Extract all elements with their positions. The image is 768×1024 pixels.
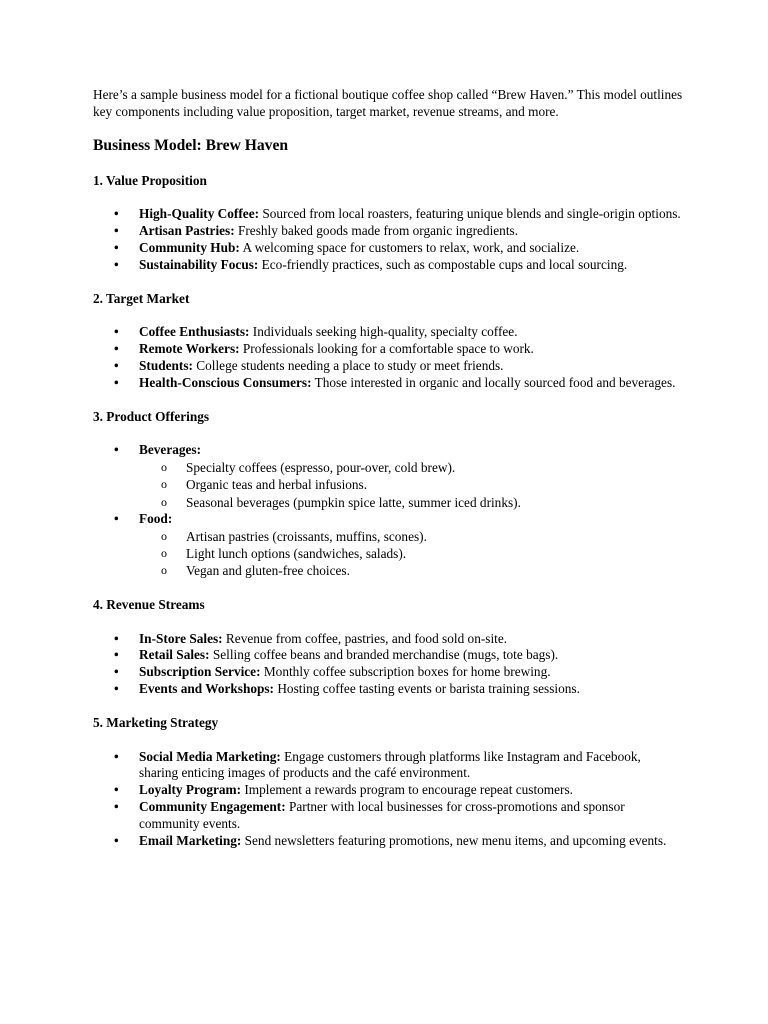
- list-item: [93, 206, 683, 223]
- item-term: Community Engagement:: [139, 798, 286, 814]
- list-item: [93, 358, 683, 375]
- list-item: [93, 324, 683, 341]
- list-item: [93, 240, 683, 257]
- bullet-icon: •: [114, 374, 119, 390]
- item-text: Those interested in organic and locally sourced food and beverages.: [311, 374, 676, 390]
- bullet-icon: •: [114, 798, 119, 814]
- item-text: College students needing a place to study or meet friends.: [192, 357, 504, 373]
- bullet-list: [93, 749, 683, 850]
- sub-list: [139, 459, 683, 511]
- item-term: High-Quality Coffee:: [139, 206, 260, 222]
- sub-list: [139, 528, 683, 580]
- sub-list-item: [139, 562, 683, 579]
- bullet-list: [93, 324, 683, 391]
- list-item: [93, 782, 683, 799]
- document-title: Business Model: Brew Haven: [93, 136, 289, 154]
- list-item: [93, 511, 683, 580]
- item-term: Community Hub:: [139, 239, 240, 255]
- sub-list-item: [139, 459, 683, 476]
- sub-item-text: Seasonal beverages (pumpkin spice latte, summer iced drinks).: [186, 494, 521, 510]
- list-item: [93, 749, 683, 783]
- bullet-icon: •: [114, 748, 119, 764]
- list-item: [93, 799, 683, 833]
- item-term: Email Marketing:: [139, 832, 242, 848]
- bullet-list: [93, 631, 683, 698]
- list-item: [93, 833, 683, 850]
- list-item: [93, 664, 683, 681]
- sub-list-item: [139, 545, 683, 562]
- bullet-icon: •: [114, 832, 119, 848]
- list-item: [93, 223, 683, 240]
- list-item: [93, 681, 683, 698]
- circle-bullet-icon: o: [161, 494, 167, 509]
- circle-bullet-icon: o: [161, 477, 167, 492]
- sub-item-text: Organic teas and herbal infusions.: [186, 477, 368, 493]
- bullet-icon: •: [114, 256, 119, 272]
- bullet-icon: •: [114, 664, 119, 680]
- list-item: [93, 375, 683, 392]
- section-heading: 3. Product Offerings: [93, 408, 210, 424]
- list-item: [93, 631, 683, 648]
- sub-item-text: Vegan and gluten-free choices.: [186, 563, 350, 579]
- bullet-list: [93, 206, 683, 273]
- item-term: In-Store Sales:: [139, 630, 223, 646]
- item-term: Subscription Service:: [139, 664, 261, 680]
- item-text: A welcoming space for customers to relax, work, and socialize.: [239, 239, 580, 255]
- bullet-icon: •: [114, 206, 119, 222]
- list-item: [93, 341, 683, 358]
- bullet-list: [93, 442, 683, 579]
- item-term: Remote Workers:: [139, 341, 240, 357]
- item-term: Health-Conscious Consumers:: [139, 374, 312, 390]
- sections-container: [93, 173, 683, 850]
- list-item: [93, 257, 683, 274]
- bullet-icon: •: [114, 680, 119, 696]
- item-term: Social Media Marketing:: [139, 748, 281, 764]
- item-term: Beverages:: [139, 442, 202, 458]
- bullet-icon: •: [114, 630, 119, 646]
- list-item: [93, 442, 683, 511]
- item-term: Sustainability Focus:: [139, 256, 259, 272]
- item-term: Coffee Enthusiasts:: [139, 324, 250, 340]
- circle-bullet-icon: o: [161, 563, 167, 578]
- circle-bullet-icon: o: [161, 546, 167, 561]
- item-term: Events and Workshops:: [139, 680, 274, 696]
- item-text: Selling coffee beans and branded merchandise (mugs, tote bags).: [209, 647, 559, 663]
- bullet-icon: •: [114, 341, 119, 357]
- item-term: Food:: [139, 511, 173, 527]
- item-text: Freshly baked goods made from organic ingredients.: [234, 223, 519, 239]
- sub-item-text: Specialty coffees (espresso, pour-over, cold brew).: [186, 460, 456, 476]
- document-page: [93, 87, 683, 849]
- intro-paragraph: Here’s a sample business model for a fictional boutique coffee shop called “Brew Haven.” This model outlines key components including value proposition, target market, revenue streams, and more.: [93, 87, 683, 119]
- item-text: Sourced from local roasters, featuring unique blends and single-origin options.: [259, 206, 681, 222]
- sub-list-item: [139, 528, 683, 545]
- item-text: Individuals seeking high-quality, specialty coffee.: [249, 324, 518, 340]
- section-heading: 5. Marketing Strategy: [93, 714, 219, 730]
- bullet-icon: •: [114, 782, 119, 798]
- item-term: Retail Sales:: [139, 647, 210, 663]
- item-text: Professionals looking for a comfortable space to work.: [239, 341, 534, 357]
- section-heading: 2. Target Market: [93, 290, 190, 306]
- bullet-icon: •: [114, 357, 119, 373]
- item-term: Students:: [139, 357, 193, 373]
- item-text: Engage customers through platforms like Instagram and Facebook, sharing enticing images of products and the café environment.: [139, 748, 641, 781]
- sub-list-item: [139, 494, 683, 511]
- list-item: [93, 647, 683, 664]
- bullet-icon: •: [114, 511, 119, 527]
- sub-item-text: Light lunch options (sandwiches, salads).: [186, 546, 407, 562]
- circle-bullet-icon: o: [161, 460, 167, 475]
- bullet-icon: •: [114, 324, 119, 340]
- item-term: Artisan Pastries:: [139, 223, 235, 239]
- section-heading: 1. Value Proposition: [93, 172, 207, 188]
- sub-item-text: Artisan pastries (croissants, muffins, scones).: [186, 528, 427, 544]
- item-term: Loyalty Program:: [139, 782, 242, 798]
- item-text: Partner with local businesses for cross-promotions and sponsor community events.: [139, 798, 625, 831]
- item-text: Hosting coffee tasting events or barista training sessions.: [274, 680, 580, 696]
- item-text: Eco-friendly practices, such as compostable cups and local sourcing.: [258, 256, 628, 272]
- bullet-icon: •: [114, 647, 119, 663]
- section-heading: 4. Revenue Streams: [93, 596, 205, 612]
- sub-list-item: [139, 476, 683, 493]
- item-text: Revenue from coffee, pastries, and food sold on-site.: [222, 630, 508, 646]
- circle-bullet-icon: o: [161, 528, 167, 543]
- item-text: Implement a rewards program to encourage repeat customers.: [241, 782, 573, 798]
- item-text: Send newsletters featuring promotions, new menu items, and upcoming events.: [241, 832, 667, 848]
- bullet-icon: •: [114, 239, 119, 255]
- item-text: Monthly coffee subscription boxes for home brewing.: [260, 664, 551, 680]
- bullet-icon: •: [114, 442, 119, 458]
- bullet-icon: •: [114, 223, 119, 239]
